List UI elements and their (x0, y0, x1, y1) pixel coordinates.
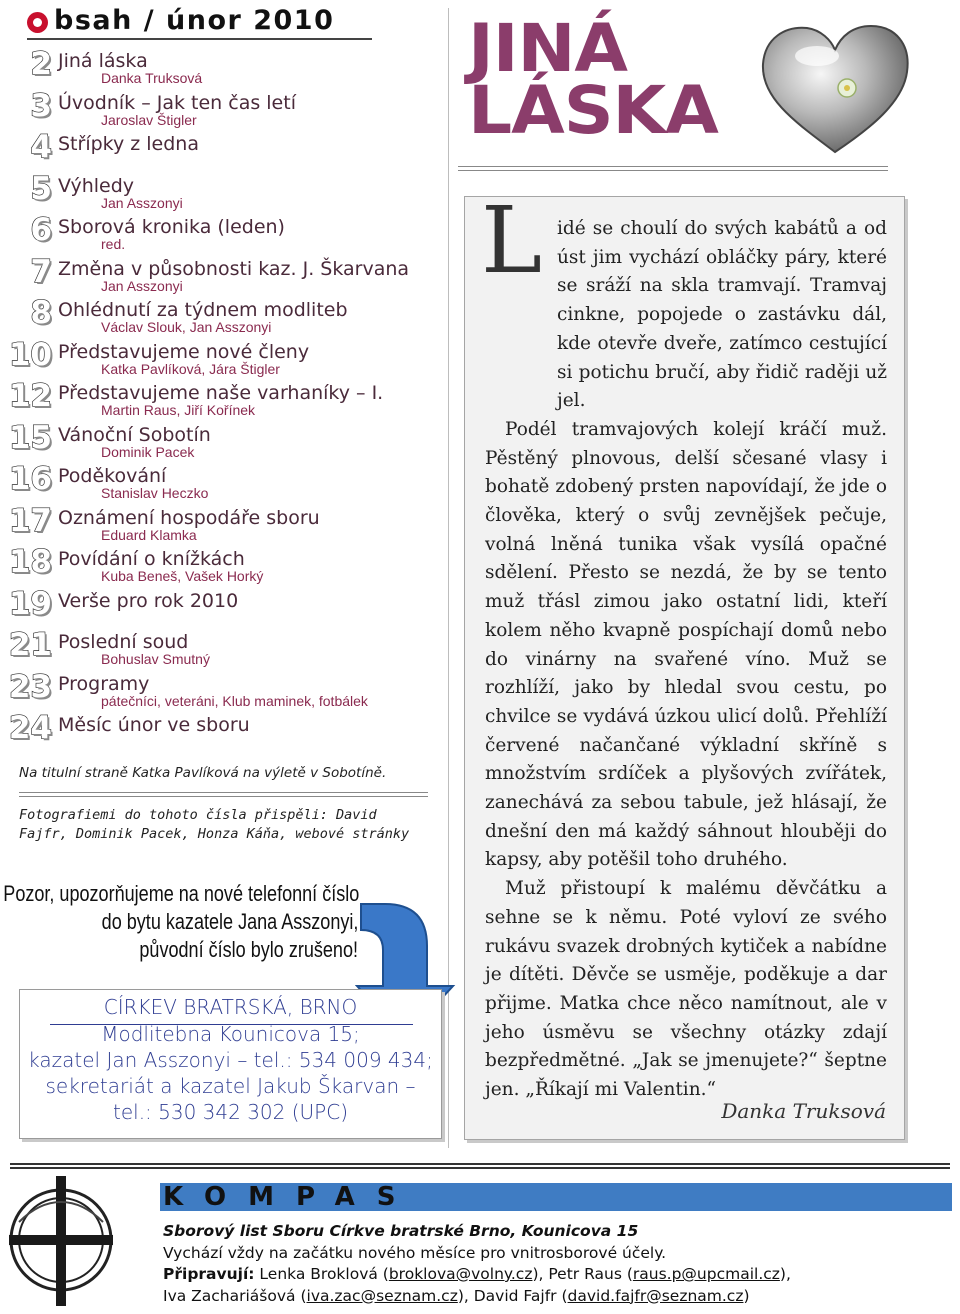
toc-entry-author: Kuba Beneš, Vašek Horký (101, 568, 264, 584)
glass-heart-icon (755, 18, 915, 156)
toc-entry[interactable] (0, 461, 448, 503)
toc-entry-title: Programy (58, 672, 150, 695)
story-paragraph: Podél tramvajových kolejí kráčí muž. Pěstěný plnovous, delší sčesané vlasy i bohatě zdobený prsten napovídají, že jde o člověka, který o svůj zevnějšek pečuje, volná lněná tunika však vysílá opačné sdělení. Přesto se nezdá, že by se tento muž třásl zimou jako ostatní lidi, kteří kolem něho kvapně pospíchají domů nebo do vinárny na svařené víno. Muž se rozhlíží, jako by hledal svou cestu, po chvilce se vydává úzkou ulicí dolů. Přehlíží červené načančané výkladní skříně s množstvím srdíček a plyšových zvířátek, zanechává za sebou tabule, jež hlásají, že dnešní den má každý sáhnout hlouběji do kapsy, aby potěšil toho druhého. (485, 418, 887, 871)
toc-entry-title: Poslední soud (58, 631, 189, 653)
church-contact-box (19, 989, 442, 1139)
divider (19, 792, 428, 797)
toc-entry-author: pátečníci, veteráni, Klub maminek, fotbálek (101, 692, 368, 709)
toc-entry-author: Katka Pavlíková, Jára Štigler (101, 360, 280, 377)
toc-entry[interactable] (0, 212, 448, 254)
toc-entry-author: Martin Raus, Jiří Kořínek (101, 402, 256, 418)
toc-entry-title: Verše pro rok 2010 (58, 589, 239, 612)
prep-label: Připravují: (163, 1265, 255, 1283)
email-link[interactable]: david.fajfr@seznam.cz (567, 1286, 744, 1305)
toc-entry-author: Eduard Klamka (101, 526, 197, 543)
toc-entry-author: Stanislav Heczko (101, 485, 209, 501)
toc-entry-title: Změna v působnosti kaz. J. Škarvana (58, 257, 410, 280)
toc-entry-title: Vánoční Sobotín (58, 423, 211, 446)
story-paragraph: idé se choulí do svých kabátů a od úst jim vychází obláčky páry, které se sráží na skla tramvají. Tramvaj cinkne, popojede o zastávku dál, kde otevře dveře, zatímco cestující si potichu bručí, aby řidič raději už jel. (557, 218, 887, 412)
toc-page-number: 24 (8, 710, 52, 746)
church-secretary: sekretariát a kazatel Jakub Škarvan – (45, 1074, 416, 1098)
toc-entry[interactable] (0, 378, 448, 420)
story-paragraph: Muž přistoupí k malému děvčátku a sehne se k němu. Poté vyloví ze svého rukávu svazek drobných kytiček a nabídne je dítěti. Děvče se usměje, poděkuje a dar přijme. Matka chce něco namítnout, ale v jeho úsměvu se všechny otázky zdají bezpředmětné. „Jak se jmenujete?“ šeptne jen. „Říkají mi Valentin.“ (485, 878, 887, 1101)
toc-page-number: 16 (8, 461, 52, 497)
toc-page-number: 23 (8, 668, 52, 705)
toc-entry[interactable] (0, 88, 448, 130)
toc-page-number: 4 (30, 129, 52, 165)
toc-entry[interactable] (0, 129, 448, 171)
toc-entry-title: Střípky z ledna (58, 133, 199, 155)
cover-photo-note: Na titulní straně Katka Pavlíková na výletě v Sobotíně. (19, 765, 387, 781)
notice-line: původní číslo bylo zrušeno! (139, 937, 359, 962)
toc-entry-title: Představujeme naše varhaníky – I. (58, 382, 384, 404)
article-title-line: JINÁ (468, 10, 628, 87)
toc-entry[interactable] (0, 337, 448, 379)
toc-entry-author: Jan Asszonyi (101, 277, 183, 294)
notice-line: Pozor, upozorňujeme na nové telefonní číslo (3, 881, 360, 906)
toc-page-number: 18 (8, 544, 52, 580)
toc-entry-author: Dominik Pacek (101, 443, 195, 460)
toc-entry[interactable] (0, 710, 448, 752)
email-link[interactable]: broklova@volny.cz (388, 1265, 533, 1283)
toc-page-number: 3 (30, 87, 52, 124)
toc-page-number: 15 (8, 419, 52, 456)
footer-rule (10, 1163, 950, 1169)
notice-line: do bytu kazatele Jana Asszonyi, (101, 909, 359, 934)
toc-entry[interactable] (0, 420, 448, 462)
email-link[interactable]: iva.zac@seznam.cz (306, 1286, 458, 1305)
toc-page-number: 10 (8, 336, 52, 373)
church-address: Modlitebna Kounicova 15; (101, 1022, 360, 1046)
toc-entry[interactable] (0, 46, 448, 88)
church-phone: kazatel Jan Asszonyi – tel.: 534 009 434; (28, 1048, 433, 1072)
toc-entry[interactable] (0, 503, 448, 545)
toc-entry-author: red. (101, 236, 126, 252)
toc-page-number: 6 (30, 212, 52, 248)
toc-entry-title: Jiná láska (58, 50, 148, 72)
toc-header (27, 5, 372, 40)
toc-entry-title: Ohlédnutí za týdnem modliteb (58, 299, 348, 321)
toc-entry[interactable] (0, 295, 448, 337)
drop-cap: L (481, 187, 543, 294)
toc-entry[interactable] (0, 171, 448, 213)
title-rule (458, 166, 888, 171)
church-name: CÍRKEV BRATRSKÁ, BRNO (103, 995, 358, 1019)
church-phone-2: tel.: 530 342 302 (UPC) (112, 1100, 349, 1124)
toc-entry[interactable] (0, 669, 448, 711)
article-title-line: LÁSKA (468, 72, 718, 149)
red-o-bullet-icon (27, 12, 48, 33)
toc-entry-author: Jan Asszonyi (101, 194, 183, 211)
footer-text: ), (779, 1265, 791, 1283)
toc-page-number: 19 (8, 585, 52, 622)
toc-entry-title: Sborová kronika (leden) (58, 216, 285, 238)
toc-entry-title: Představujeme nové členy (58, 340, 310, 363)
footer-info (163, 1221, 953, 1307)
toc-entry-author: Danka Truksová (101, 70, 203, 86)
footer-text: ), Petr Raus ( (532, 1265, 633, 1283)
kompas-brand: KOMPAS (163, 1182, 418, 1212)
footer-line: Vychází vždy na začátku nového měsíce pro vnitrosborové účely. (163, 1243, 667, 1262)
footer-text: ) (743, 1286, 750, 1305)
toc-entry-title: Poděkování (58, 465, 167, 487)
toc-page-number: 5 (30, 170, 52, 207)
toc-page-number: 7 (30, 253, 52, 290)
footer-line (163, 1286, 953, 1308)
story-text (485, 215, 887, 1105)
toc-entry[interactable] (0, 254, 448, 296)
photo-credits: Fotografiemi do tohoto čísla přispěli: David Fajfr, Dominik Pacek, Honza Káňa, webové stránky (19, 807, 410, 842)
toc-entry-title: Oznámení hospodáře sboru (58, 506, 320, 529)
toc-page-number: 12 (8, 378, 52, 414)
story-box (464, 187, 905, 1140)
toc-entry-title: Povídání o knížkách (58, 548, 245, 570)
toc-entry[interactable] (0, 544, 448, 586)
toc-page-number: 17 (8, 502, 52, 539)
cross-in-circle-logo (5, 1172, 117, 1308)
toc-entry-author: Bohuslav Smutný (101, 651, 210, 667)
toc-entry-title: Měsíc únor ve sboru (58, 714, 250, 736)
story-signature: Danka Truksová (721, 1099, 886, 1123)
footer-text: Lenka Broklová ( (259, 1265, 389, 1283)
footer-text: Iva Zachariášová ( (163, 1286, 307, 1305)
toc-entry-title: Úvodník – Jak ten čas letí (58, 91, 296, 114)
toc-entry-author: Václav Slouk, Jan Asszonyi (101, 319, 272, 335)
toc-entry-author: Jaroslav Štigler (101, 111, 197, 128)
footer-line (163, 1264, 953, 1286)
toc-page-number: 21 (8, 627, 52, 663)
toc-entry[interactable] (0, 627, 448, 669)
toc-title: bsah / únor 2010 (54, 5, 335, 36)
toc-page-number: 2 (30, 46, 52, 82)
toc-page-number: 8 (30, 295, 52, 331)
toc-entry[interactable] (0, 586, 448, 628)
article-title (468, 10, 718, 149)
phone-notice (0, 880, 360, 964)
toc-entry-title: Výhledy (58, 174, 135, 197)
footer-text: ), David Fajfr ( (457, 1286, 568, 1305)
footer-line: Sborový list Sboru Církve bratrské Brno, Kounicova 15 (163, 1222, 639, 1240)
email-link[interactable]: raus.p@upcmail.cz (632, 1265, 780, 1283)
